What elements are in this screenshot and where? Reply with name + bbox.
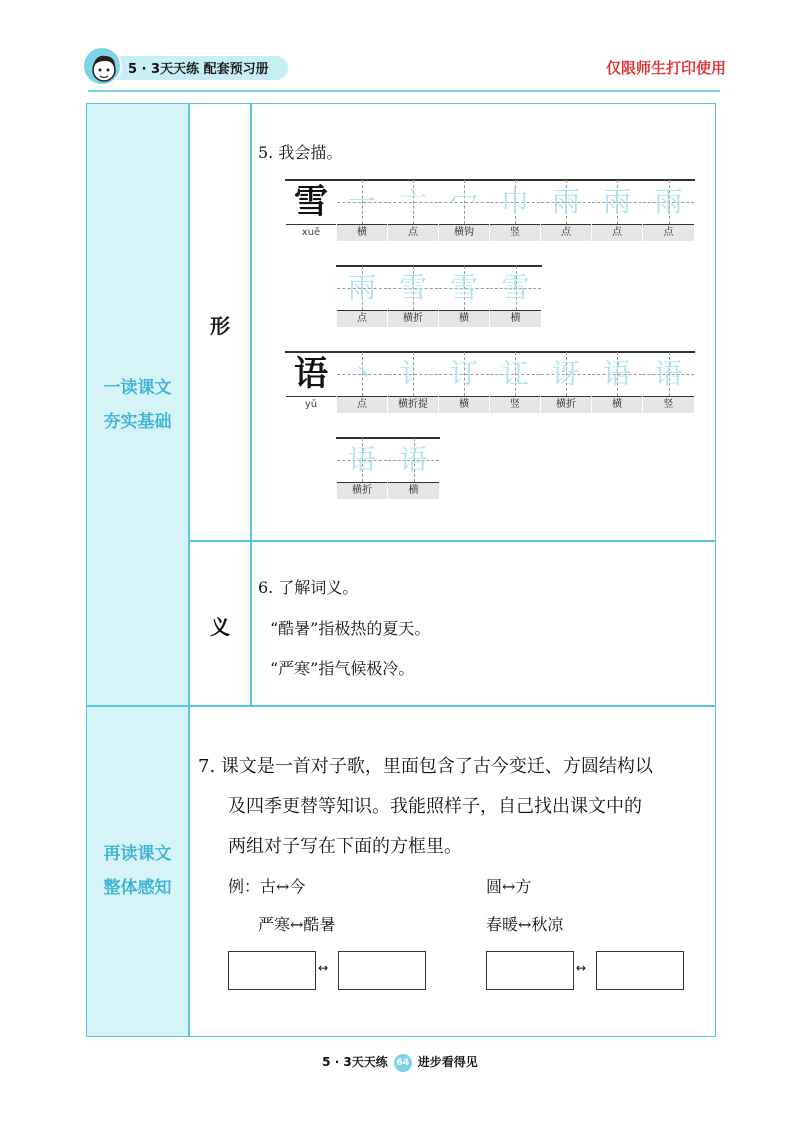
section-divider bbox=[86, 705, 716, 707]
answer-box-1b[interactable] bbox=[338, 951, 426, 990]
section-2-title-line-2: 整体感知 bbox=[103, 878, 172, 898]
question-5: 5. 我会描。 bbox=[258, 143, 343, 162]
example-yanhan-kushu: 严寒↔酷暑 bbox=[258, 915, 336, 934]
answer-box-1a[interactable] bbox=[228, 951, 316, 990]
print-note: 仅限师生打印使用 bbox=[605, 59, 726, 77]
writing-grid-xue-2: 雨 点 雪 横折 雪 横 雪 横 bbox=[336, 265, 542, 267]
question-7-line-1: 7. 课文是一首对子歌，里面包含了古今变迁、方圆结构以 bbox=[198, 756, 653, 777]
label-meaning: 义 bbox=[210, 615, 230, 639]
arrow-icon: ↔ bbox=[318, 961, 329, 975]
footer-slogan: 进步看得见 bbox=[417, 1055, 478, 1069]
arrow-icon: ↔ bbox=[576, 961, 587, 975]
column-divider bbox=[188, 103, 190, 1037]
header-divider bbox=[88, 90, 720, 92]
row-divider-form-meaning bbox=[188, 540, 716, 542]
example-gu-jin: 例：古↔今 bbox=[228, 877, 306, 896]
writing-grid-xue-1: 雪 xuě 一 横 亠 点 冖 横钩 巾 竖 雨 点 雨 点 雨 点 bbox=[285, 179, 695, 181]
mascot-icon bbox=[82, 46, 122, 86]
section-1-title-line-1: 一读课文 bbox=[103, 378, 172, 398]
question-6: 6. 了解词义。 bbox=[258, 578, 359, 597]
answer-box-2b[interactable] bbox=[596, 951, 684, 990]
writing-grid-yu-1: 语 yǔ 丶 点 讠 横折提 订 横 讧 竖 讶 横折 语 横 语 竖 bbox=[285, 351, 695, 353]
page-footer bbox=[0, 1053, 800, 1072]
section-2-title-line-1: 再读课文 bbox=[103, 844, 172, 864]
writing-grid-yu-2: 语 横折 语 横 bbox=[336, 437, 440, 439]
question-7-line-3: 两组对子写在下面的方框里。 bbox=[228, 836, 462, 857]
definition-kushu: “酷暑”指极热的夏天。 bbox=[270, 619, 431, 638]
header-title: 5 · 3天天练 配套预习册 bbox=[128, 62, 269, 77]
definition-yanhan: “严寒”指气候极冷。 bbox=[270, 659, 415, 678]
example-chunnuan-qiuliang: 春暖↔秋凉 bbox=[486, 915, 564, 934]
label-form: 形 bbox=[210, 314, 230, 338]
example-yuan-fang: 圆↔方 bbox=[486, 877, 532, 896]
page-number: 64 bbox=[394, 1054, 412, 1072]
footer-brand: 5 · 3天天练 bbox=[322, 1055, 388, 1069]
question-7-line-2: 及四季更替等知识。我能照样子，自己找出课文中的 bbox=[228, 796, 642, 817]
section-1-title-line-2: 夯实基础 bbox=[103, 412, 172, 432]
answer-box-2a[interactable] bbox=[486, 951, 574, 990]
